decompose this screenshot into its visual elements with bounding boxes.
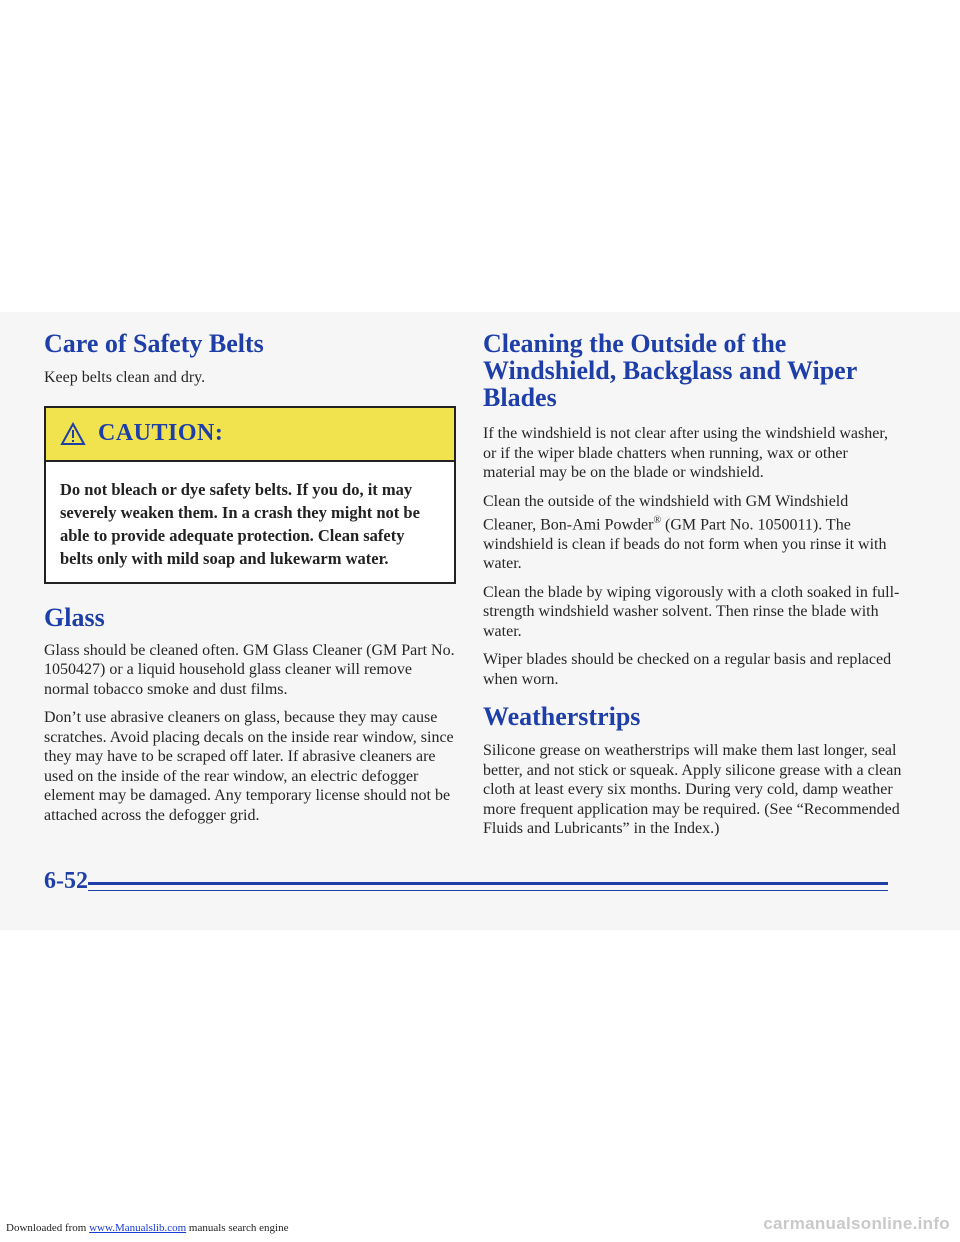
glass-paragraph-2: Don’t use abrasive cleaners on glass, because they may cause scratches. Avoid placing decals on the inside rear window, since they may have to be scraped off later. If abrasive cleaners are used on the inside of the rear window, an electric defogger element may be damaged. Any temporary license should not be attached across the defogger grid. <box>44 709 454 824</box>
windshield-paragraph-3: Clean the blade by wiping vigorously with a cloth soaked in full-strength windshield washer solvent. Then rinse the blade with water. <box>483 583 900 640</box>
windshield-paragraph-1: If the windshield is not clear after using the windshield washer, or if the wiper blade chatters when running, wax or other material may be on the blade or windshield. <box>483 425 889 481</box>
windshield-paragraph-2 <box>483 492 903 574</box>
page-footer <box>44 868 904 900</box>
footer-rule-thick <box>88 882 888 885</box>
watermark: carmanualsonline.info <box>763 1214 950 1233</box>
page-number: 6-52 <box>44 868 88 894</box>
glass-paragraph-1: Glass should be cleaned often. GM Glass Cleaner (GM Part No. 1050427) or a liquid household glass cleaner will remove normal tobacco smoke and dust films. <box>44 641 455 698</box>
weatherstrips-heading: Weatherstrips <box>483 702 641 732</box>
footer-rule-thin <box>88 890 888 891</box>
warning-triangle-icon <box>60 422 86 446</box>
windshield-heading: Cleaning the Outside of the Windshield, Backglass and Wiper Blades <box>483 329 857 412</box>
care-text: Keep belts clean and dry. <box>44 369 206 386</box>
right-column <box>483 330 903 848</box>
manualslib-link[interactable]: www.Manualslib.com <box>89 1222 187 1234</box>
caution-box <box>44 406 456 584</box>
glass-heading: Glass <box>44 602 105 632</box>
download-prefix: Downloaded from <box>6 1222 90 1234</box>
left-column <box>44 330 456 834</box>
caution-title: CAUTION: <box>98 420 224 446</box>
caution-text: Do not bleach or dye safety belts. If you do, it may severely weaken them. In a crash they might not be able to provide adequate protection. Clean safety belts only with mild soap and lukewarm water. <box>60 479 420 568</box>
download-credit <box>6 1222 288 1234</box>
download-suffix: manuals search engine <box>186 1222 289 1234</box>
windshield-paragraph-4: Wiper blades should be checked on a regular basis and replaced when worn. <box>483 651 892 688</box>
weatherstrips-paragraph: Silicone grease on weatherstrips will make them last longer, seal better, and not stick or squeak. Apply silicone grease with a clean cloth at least every six months. During very cold, damp weather more frequent application may be required. (See “Recommended Fluids and Lubricants” in the Index.) <box>483 742 902 838</box>
windshield-paragraph-2-a: Clean the outside of the windshield with GM Windshield Cleaner, Bon-Ami Powder <box>483 492 849 534</box>
caution-header <box>46 408 454 462</box>
registered-mark: ® <box>653 515 662 526</box>
windshield-paragraph-2-b: (GM Part No. 1050011). The windshield is clean if beads do not form when you rinse it with water. <box>483 516 887 573</box>
care-of-safety-belts-heading: Care of Safety Belts <box>44 329 264 358</box>
